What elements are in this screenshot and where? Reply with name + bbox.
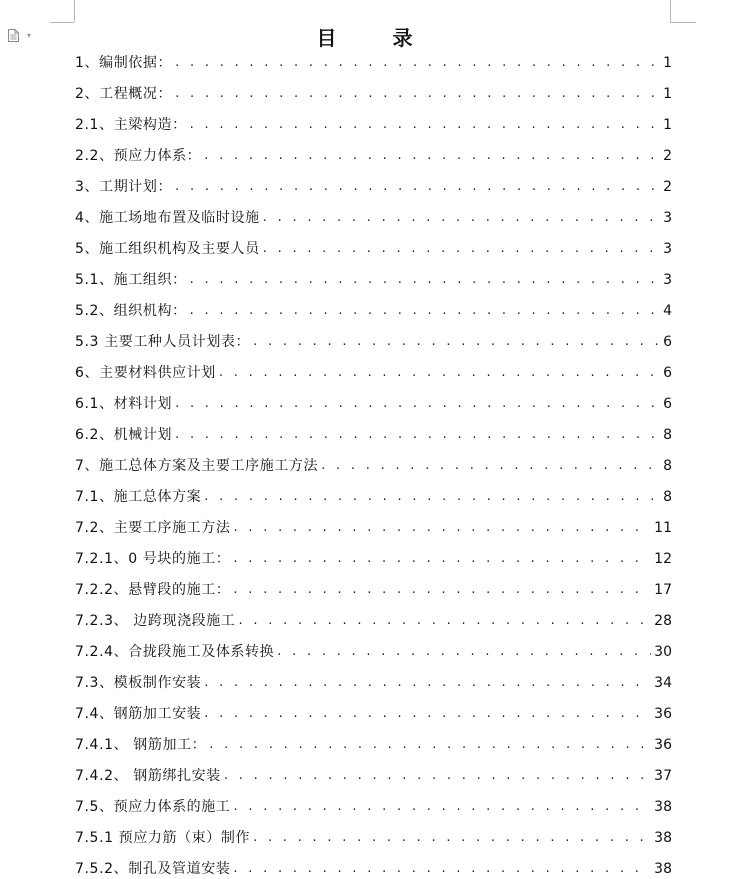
toc-entry-text: 7.1、施工总体方案 bbox=[75, 488, 202, 505]
toc-entry-page-number: 34 bbox=[654, 674, 672, 691]
toc-entry-page-number: 28 bbox=[654, 612, 672, 629]
toc-dot-leader bbox=[318, 457, 660, 475]
chevron-down-icon[interactable]: ▾ bbox=[27, 31, 32, 40]
toc-dot-leader bbox=[206, 736, 651, 754]
toc-entry[interactable] bbox=[75, 202, 672, 233]
toc-entry-page-number: 17 bbox=[654, 581, 672, 598]
toc-entry-text: 7.4.2、 钢筋绑扎安装 bbox=[75, 767, 221, 784]
toc-entry-page-number: 37 bbox=[654, 767, 672, 784]
toc-entry-text: 5.3 主要工种人员计划表： bbox=[75, 333, 251, 350]
toc-entry-page-number: 8 bbox=[663, 457, 672, 474]
toc-entry[interactable] bbox=[75, 295, 672, 326]
toc-entry-page-number: 6 bbox=[663, 333, 672, 350]
toc-entry-page-number: 11 bbox=[654, 519, 672, 536]
toc-dot-leader bbox=[274, 643, 651, 661]
toc-entry[interactable] bbox=[75, 853, 672, 879]
toc-dot-leader bbox=[172, 426, 660, 444]
toc-entry-page-number: 38 bbox=[654, 829, 672, 846]
toc-entry[interactable] bbox=[75, 481, 672, 512]
toc-dot-leader bbox=[230, 798, 651, 816]
toc-entry-text: 6、主要材料供应计划 bbox=[75, 364, 216, 381]
toc-entry-page-number: 8 bbox=[663, 488, 672, 505]
toc-entry[interactable] bbox=[75, 512, 672, 543]
toc-dot-leader bbox=[172, 178, 660, 196]
toc-entry[interactable] bbox=[75, 171, 672, 202]
toc-entry[interactable] bbox=[75, 729, 672, 760]
crop-mark-top-right-vertical bbox=[670, 0, 671, 22]
toc-dot-leader bbox=[187, 302, 660, 320]
toc-dot-leader bbox=[187, 271, 660, 289]
toc-entry[interactable] bbox=[75, 636, 672, 667]
toc-dot-leader bbox=[230, 860, 651, 878]
toc-entry-text: 6.2、机械计划 bbox=[75, 426, 173, 443]
toc-entry[interactable] bbox=[75, 78, 672, 109]
toc-entry[interactable] bbox=[75, 388, 672, 419]
toc-dot-leader bbox=[250, 333, 660, 351]
toc-entry[interactable] bbox=[75, 264, 672, 295]
toc-entry[interactable] bbox=[75, 326, 672, 357]
toc-entry-text: 5.2、组织机构： bbox=[75, 302, 187, 319]
toc-entry-text: 7.5、预应力体系的施工 bbox=[75, 798, 231, 815]
toc-entry-page-number: 36 bbox=[654, 705, 672, 722]
crop-mark-top-left-vertical bbox=[74, 0, 75, 22]
toc-entry-page-number: 30 bbox=[654, 643, 672, 660]
toc-entry[interactable] bbox=[75, 698, 672, 729]
toc-entry[interactable] bbox=[75, 47, 672, 78]
toc-entry-text: 7.4、钢筋加工安装 bbox=[75, 705, 202, 722]
toc-entry-text: 7.3、模板制作安装 bbox=[75, 674, 202, 691]
toc-entry-text: 7.2.2、悬臂段的施工： bbox=[75, 581, 231, 598]
toc-dot-leader bbox=[260, 240, 660, 258]
toc-entry-text: 7.2、主要工序施工方法 bbox=[75, 519, 231, 536]
toc-dot-leader bbox=[250, 829, 651, 847]
toc-entry[interactable] bbox=[75, 419, 672, 450]
toc-entry[interactable] bbox=[75, 574, 672, 605]
toc-entry-page-number: 1 bbox=[663, 85, 672, 102]
toc-entry-page-number: 2 bbox=[663, 147, 672, 164]
toc-entry-text: 5.1、施工组织： bbox=[75, 271, 187, 288]
table-of-contents bbox=[75, 47, 672, 879]
crop-mark-top-right-horizontal bbox=[670, 22, 696, 23]
toc-entry-page-number: 1 bbox=[663, 116, 672, 133]
toc-entry-page-number: 3 bbox=[663, 209, 672, 226]
toc-entry-text: 1、编制依据： bbox=[75, 54, 173, 71]
toc-entry[interactable] bbox=[75, 760, 672, 791]
toc-dot-leader bbox=[230, 550, 651, 568]
toc-entry-text: 2.2、预应力体系： bbox=[75, 147, 202, 164]
toc-entry-page-number: 12 bbox=[654, 550, 672, 567]
toc-entry-text: 7.2.1、0 号块的施工： bbox=[75, 550, 231, 567]
toc-entry-text: 2、工程概况： bbox=[75, 85, 173, 102]
toc-dot-leader bbox=[230, 581, 651, 599]
toc-entry[interactable] bbox=[75, 605, 672, 636]
toc-entry-text: 7.4.1、 钢筋加工： bbox=[75, 736, 207, 753]
toc-entry[interactable] bbox=[75, 357, 672, 388]
toc-dot-leader bbox=[201, 705, 651, 723]
toc-entry[interactable] bbox=[75, 667, 672, 698]
toc-entry-page-number: 1 bbox=[663, 54, 672, 71]
toc-entry-page-number: 2 bbox=[663, 178, 672, 195]
page-title: 目 录 bbox=[316, 26, 431, 50]
toc-entry-text: 7.5.1 预应力筋（束）制作 bbox=[75, 829, 251, 846]
crop-mark-top-left-horizontal bbox=[50, 22, 74, 23]
toc-dot-leader bbox=[201, 147, 660, 165]
toc-entry-text: 4、施工场地布置及临时设施 bbox=[75, 209, 260, 226]
toc-dot-leader bbox=[230, 519, 651, 537]
toc-entry[interactable] bbox=[75, 233, 672, 264]
toc-dot-leader bbox=[187, 116, 660, 134]
toc-dot-leader bbox=[260, 209, 660, 227]
toc-dot-leader bbox=[172, 85, 660, 103]
toc-entry[interactable] bbox=[75, 543, 672, 574]
toc-entry-page-number: 6 bbox=[663, 364, 672, 381]
toc-entry-text: 2.1、主梁构造： bbox=[75, 116, 187, 133]
toc-entry[interactable] bbox=[75, 140, 672, 171]
toc-entry-page-number: 6 bbox=[663, 395, 672, 412]
toc-entry[interactable] bbox=[75, 109, 672, 140]
toc-entry-page-number: 36 bbox=[654, 736, 672, 753]
toc-entry-text: 7、施工总体方案及主要工序施工方法 bbox=[75, 457, 319, 474]
toc-entry-page-number: 8 bbox=[663, 426, 672, 443]
toc-entry[interactable] bbox=[75, 791, 672, 822]
toc-entry-text: 6.1、材料计划 bbox=[75, 395, 173, 412]
toc-dot-leader bbox=[221, 767, 651, 785]
toc-entry-page-number: 38 bbox=[654, 798, 672, 815]
toc-entry-text: 5、施工组织机构及主要人员 bbox=[75, 240, 260, 257]
toc-entry-page-number: 3 bbox=[663, 271, 672, 288]
toc-dot-leader bbox=[216, 364, 660, 382]
toc-dot-leader bbox=[201, 674, 651, 692]
toc-entry-page-number: 4 bbox=[663, 302, 672, 319]
toc-entry-text: 7.2.3、 边跨现浇段施工 bbox=[75, 612, 236, 629]
toc-dot-leader bbox=[172, 395, 660, 413]
toc-dot-leader bbox=[201, 488, 660, 506]
toc-entry-text: 7.5.2、制孔及管道安装 bbox=[75, 860, 231, 877]
toc-entry-text: 3、工期计划： bbox=[75, 178, 173, 195]
toc-entry-text: 7.2.4、合拢段施工及体系转换 bbox=[75, 643, 275, 660]
toc-dot-leader bbox=[235, 612, 651, 630]
toc-entry[interactable] bbox=[75, 450, 672, 481]
toc-entry-page-number: 3 bbox=[663, 240, 672, 257]
toc-dot-leader bbox=[172, 54, 660, 72]
toc-entry[interactable] bbox=[75, 822, 672, 853]
toc-entry-page-number: 38 bbox=[654, 860, 672, 877]
